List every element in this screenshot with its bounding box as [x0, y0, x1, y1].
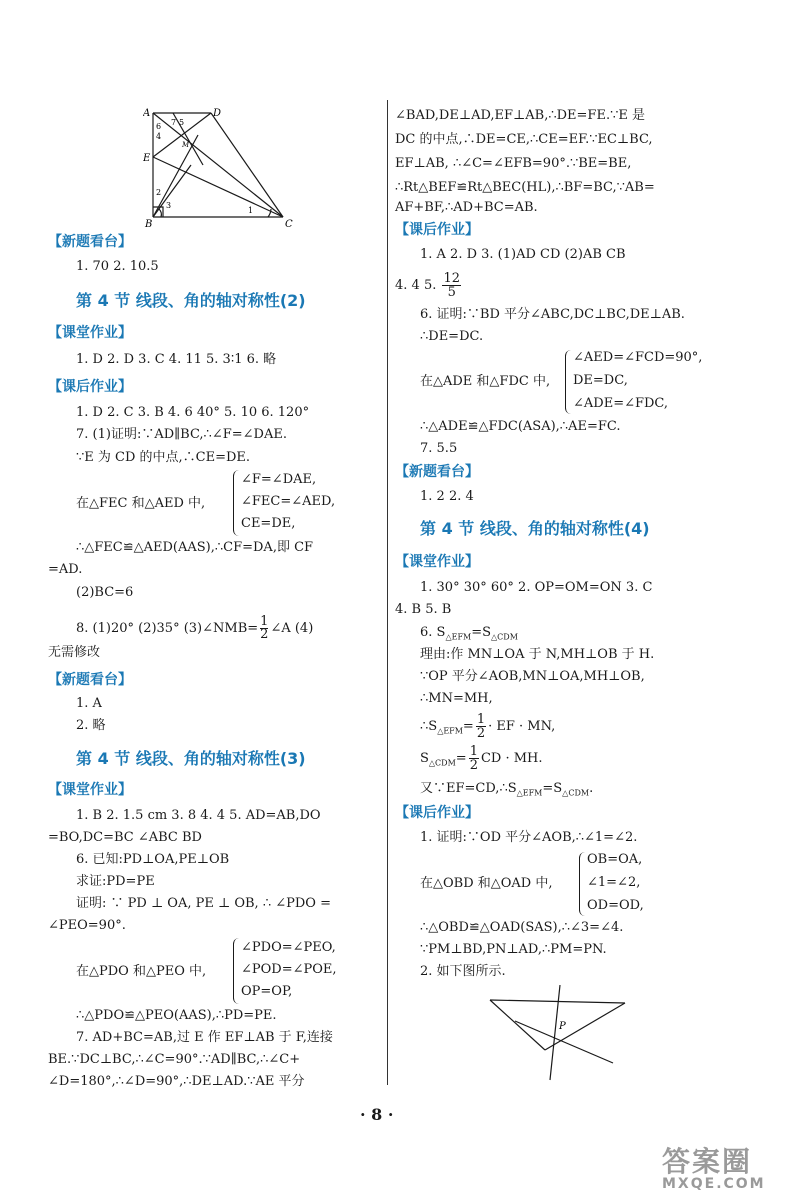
brace-line: DE=DC,: [573, 373, 628, 388]
proof-line: 6. 已知:PD⊥OA,PE⊥OB: [76, 852, 230, 867]
fraction-num: 1: [476, 712, 486, 727]
answer-line: 2. 略: [76, 718, 106, 733]
fraction-num: 1: [469, 744, 478, 759]
brace: [233, 470, 239, 536]
fraction: [260, 616, 268, 641]
subscript: △EFM: [445, 632, 472, 642]
label-b: B: [145, 219, 153, 230]
label-angle-3: 3: [166, 201, 172, 210]
tag-new-question: 【新题看台】: [48, 234, 132, 250]
fraction: [469, 745, 479, 772]
proof-line: ∴△ADE≌△FDC(ASA),∴AE=FC.: [420, 419, 621, 434]
answer-line: 1. A: [76, 696, 102, 711]
column-divider: [387, 100, 388, 1085]
proof-line: ∴△OBD≌△OAD(SAS),∴∠3=∠4.: [420, 920, 624, 935]
answer-line: 1. B 2. 1.5 cm 3. 8 4. 4 5. AD=AB,DO: [76, 808, 321, 823]
proof-line: BE.∵DC⊥BC,∴∠C=90°.∵AD∥BC,∴∠C+: [48, 1052, 301, 1067]
proof-line: ∴△PDO≌△PEO(AAS),∴PD=PE.: [76, 1008, 277, 1023]
proof-line: ∴MN=MH,: [420, 691, 493, 706]
proof-line: 7. AD+BC=AB,过 E 作 EF⊥AB 于 F,连接: [76, 1030, 333, 1045]
label-d: D: [213, 108, 222, 119]
brace-line: CE=DE,: [241, 516, 296, 531]
answer-line: 1. 2 2. 4: [420, 489, 474, 504]
proof-line: 2. 如下图所示.: [420, 964, 506, 979]
brace-line: OB=OA,: [587, 852, 643, 867]
brace-line: ∠POD=∠POE,: [241, 962, 337, 977]
answer-line: 1. D 2. D 3. C 4. 11 5. 3∶1 6. 略: [76, 352, 277, 367]
answer-line: 4. B 5. B: [395, 602, 452, 617]
proof-line: ∵E 为 CD 的中点,∴CE=DE.: [76, 450, 251, 465]
page-number: · 8 ·: [360, 1105, 394, 1124]
section-title: 第 4 节 线段、角的轴对称性(3): [76, 749, 306, 768]
text: =: [455, 751, 467, 766]
label-angle-1: 1: [248, 206, 254, 215]
subscript: △CDM: [491, 632, 518, 642]
answer-line: =BO,DC=BC ∠ABC BD: [48, 830, 202, 845]
proof-line: ∠PEO=90°.: [48, 918, 126, 933]
fraction: [442, 272, 461, 299]
label-angle-2: 2: [156, 188, 162, 197]
answer-line-45: [395, 272, 461, 299]
brace-line: ∠F=∠DAE,: [241, 472, 317, 487]
brace-line: ∠PDO=∠PEO,: [241, 940, 336, 955]
section-title: 第 4 节 线段、角的轴对称性(2): [76, 291, 306, 310]
area-formula-cdm: [420, 744, 543, 779]
text: 又∵EF=CD,∴S: [420, 781, 517, 796]
watermark-logo: [662, 1140, 792, 1195]
proof-line: ∴DE=DC.: [420, 329, 484, 344]
proof-line: ∵PM⊥BD,PN⊥AD,∴PM=PN.: [420, 942, 607, 957]
watermark-title: 答案圈: [662, 1145, 753, 1178]
label-e: E: [143, 153, 151, 164]
proof-line: 求证:PD=PE: [76, 874, 155, 889]
proof-line: 1. 证明:∵OD 平分∠AOB,∴∠1=∠2.: [420, 830, 638, 845]
proof-line: ∠D=180°,∴∠D=90°,∴DE⊥AD.∵AE 平分: [48, 1074, 305, 1089]
fraction-den: 2: [469, 758, 478, 773]
proof-line: =AD.: [48, 562, 83, 577]
label-angle-6: 6: [156, 122, 162, 131]
brace-line: ∠FEC=∠AED,: [241, 494, 336, 509]
label-a: A: [143, 108, 151, 119]
brace: [233, 938, 239, 1004]
text: S: [420, 751, 429, 766]
section-title: 第 4 节 线段、角的轴对称性(4): [420, 519, 650, 538]
proof-line: 7. (1)证明:∵AD∥BC,∴∠F=∠DAE.: [76, 427, 287, 442]
label-angle-5: 5: [179, 118, 185, 127]
label-m: M: [182, 141, 190, 149]
brace-line: ∠1=∠2,: [587, 875, 641, 890]
area-equation: [420, 623, 518, 648]
proof-line: 在△OBD 和△OAD 中,: [420, 876, 553, 891]
area-formula-efm: [420, 712, 555, 747]
subscript: △CDM: [428, 758, 456, 768]
brace-line: OP=OP,: [241, 984, 293, 999]
proof-line: ∠BAD,DE⊥AD,EF⊥AB,∴DE=FE.∵E 是: [395, 108, 645, 123]
tag-new-question: 【新题看台】: [48, 672, 132, 688]
proof-line: DC 的中点,∴DE=CE,∴CE=EF.∵EC⊥BC,: [395, 132, 653, 147]
tag-class-work: 【课堂作业】: [48, 782, 132, 798]
text: · EF · MN,: [488, 719, 556, 734]
answer-line: 1. 30° 30° 60° 2. OP=OM=ON 3. C: [420, 580, 653, 595]
answer-text: 8. (1)20° (2)35° (3)∠NMB=: [76, 621, 259, 636]
subscript: △EFM: [516, 788, 543, 798]
text: =S: [542, 781, 563, 796]
tag-homework: 【课后作业】: [395, 222, 479, 238]
fraction-num: 1: [260, 614, 269, 629]
text: =S: [471, 625, 491, 640]
label-c: C: [285, 219, 293, 230]
subscript: △CDM: [562, 788, 590, 798]
text: ∴S: [420, 719, 438, 734]
tag-class-work: 【课堂作业】: [395, 554, 479, 570]
proof-line: 理由:作 MN⊥OA 于 N,MH⊥OB 于 H.: [420, 647, 655, 662]
geometry-figure-abcd: [143, 105, 343, 230]
tag-homework: 【课后作业】: [48, 379, 132, 395]
text: =: [462, 719, 474, 734]
proof-line: (2)BC=6: [76, 585, 134, 600]
answer-line: 1. A 2. D 3. (1)AD CD (2)AB CB: [420, 247, 626, 262]
proof-line: ∵OP 平分∠AOB,MN⊥OA,MH⊥OB,: [420, 669, 645, 684]
label-p: P: [559, 1021, 566, 1032]
label-angle-7: 7: [171, 118, 177, 127]
area-conclusion: [420, 779, 593, 804]
proof-line: 在△PDO 和△PEO 中,: [76, 964, 207, 979]
tag-new-question: 【新题看台】: [395, 464, 479, 480]
answer-line: 1. 70 2. 10.5: [76, 259, 159, 274]
proof-line: 在△ADE 和△FDC 中,: [420, 374, 551, 389]
answer-line-8: [76, 616, 313, 641]
proof-line: ∴Rt△BEF≌Rt△BEC(HL),∴BF=BC,∵AB=: [395, 180, 655, 195]
subscript: △EFM: [437, 726, 463, 736]
answer-line: 1. D 2. C 3. B 4. 6 40° 5. 10 6. 120°: [76, 405, 310, 420]
construction-figure-p: [485, 985, 635, 1085]
watermark-url: MXQE.COM: [662, 1176, 766, 1192]
answer-line: 7. 5.5: [420, 441, 458, 456]
proof-line: ∴△FEC≌△AED(AAS),∴CF=DA,即 CF: [76, 540, 314, 555]
tag-homework: 【课后作业】: [395, 805, 479, 821]
tag-class-work: 【课堂作业】: [48, 325, 132, 341]
fraction-den: 5: [447, 285, 456, 300]
text: CD · MH.: [480, 751, 543, 766]
proof-line: AF+BF,∴AD+BC=AB.: [395, 200, 538, 215]
fraction: [476, 713, 486, 740]
proof-line: EF⊥AB, ∴∠C=∠EFB=90°.∵BE=BE,: [395, 156, 632, 171]
brace: [579, 852, 585, 916]
text: .: [589, 781, 594, 796]
fraction-den: 2: [476, 726, 486, 741]
text: 6. S: [420, 625, 446, 640]
brace-line: OD=OD,: [587, 898, 644, 913]
answer-text: 4. 4 5.: [395, 278, 437, 293]
brace-line: ∠ADE=∠FDC,: [573, 396, 669, 411]
fraction-den: 2: [260, 627, 269, 642]
answer-line: 无需修改: [48, 645, 101, 660]
fraction-num: 12: [443, 271, 461, 286]
label-angle-4: 4: [156, 132, 162, 141]
brace: [565, 350, 571, 414]
proof-line: 证明: ∵ PD ⊥ OA, PE ⊥ OB, ∴ ∠PDO =: [76, 896, 331, 911]
proof-line: 在△FEC 和△AED 中,: [76, 496, 206, 511]
answer-text: ∠A (4): [270, 621, 314, 636]
brace-line: ∠AED=∠FCD=90°,: [573, 350, 703, 365]
proof-line: 6. 证明:∵BD 平分∠ABC,DC⊥BC,DE⊥AB.: [420, 307, 685, 322]
